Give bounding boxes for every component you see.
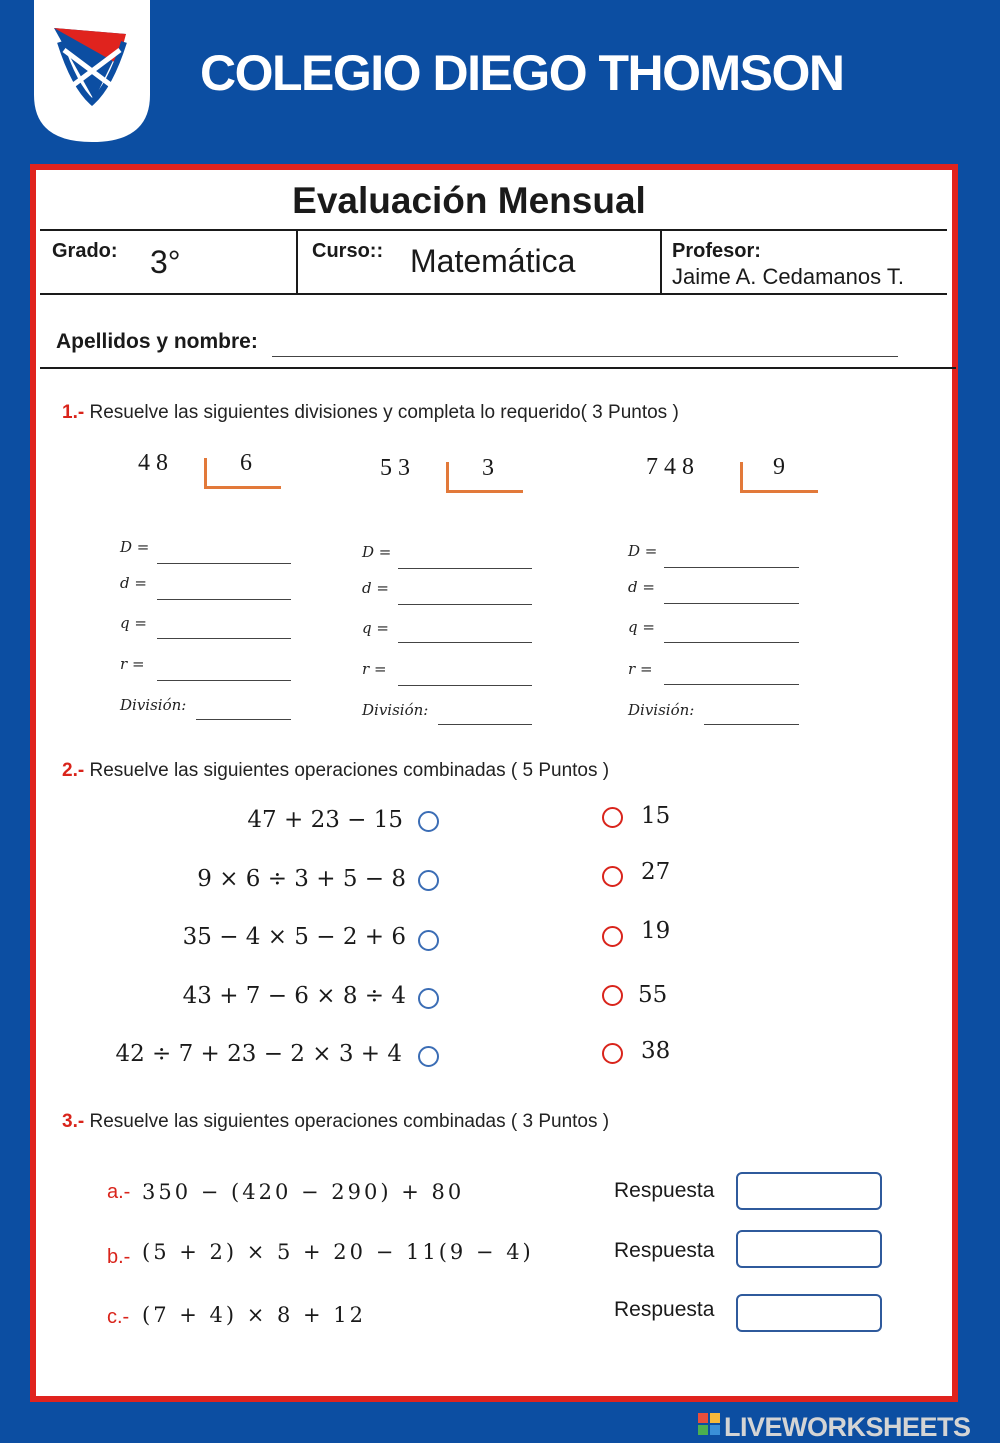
q1-text: Resuelve las siguientes divisiones y completa lo requerido( 3 Puntos ) <box>89 402 679 423</box>
curso-label: Curso:: <box>312 240 384 262</box>
q2-answer-2: 27 <box>641 859 671 885</box>
q3-item-a-expression: 350 − (420 − 290) + 80 <box>142 1180 465 1204</box>
division-3-q-input[interactable] <box>664 624 799 643</box>
info-table-divider-1 <box>296 229 298 295</box>
q3-item-c-expression: (7 + 4) × 8 + 12 <box>142 1303 367 1327</box>
curso-value: Matemática <box>410 243 576 279</box>
q2-answer-3-match-point[interactable] <box>602 926 623 947</box>
q2-expression-3-match-point[interactable] <box>418 930 439 951</box>
q2-expression-5-match-point[interactable] <box>418 1046 439 1067</box>
field-d-label: d = <box>628 578 655 596</box>
q2-expression-2-match-point[interactable] <box>418 870 439 891</box>
field-r-label: r = <box>628 660 653 678</box>
q3-item-a-answer-input[interactable] <box>736 1172 882 1210</box>
field-division-label: División: <box>120 696 187 714</box>
field-r-label: r = <box>120 655 145 673</box>
division-1-expression-input[interactable] <box>196 701 291 720</box>
division-1-d-input[interactable] <box>157 581 291 600</box>
q2-expression-4: 43 + 7 − 6 × 8 ÷ 4 <box>182 983 406 1009</box>
q3-item-a-label: a.- <box>107 1181 131 1203</box>
field-D-label: D = <box>362 543 392 561</box>
field-r-label: r = <box>362 660 387 678</box>
q2-expression-2: 9 × 6 ÷ 3 + 5 − 8 <box>197 866 406 892</box>
q2-answer-4-match-point[interactable] <box>602 985 623 1006</box>
q2-answer-5-match-point[interactable] <box>602 1043 623 1064</box>
division-2-dividend: 53 <box>380 455 416 481</box>
q3-item-c-answer-input[interactable] <box>736 1294 882 1332</box>
profesor-label: Profesor: <box>672 240 761 262</box>
q2-heading <box>62 760 609 782</box>
field-division-label: División: <box>362 701 429 719</box>
q3-item-b-label: b.- <box>107 1246 131 1268</box>
name-label: Apellidos y nombre: <box>56 330 258 353</box>
field-d-label: d = <box>362 579 389 597</box>
field-D-label: D = <box>120 538 150 556</box>
q3-item-a-answer-label: Respuesta <box>614 1179 715 1202</box>
division-1-dividend: 48 <box>138 450 174 476</box>
division-1-divisor: 6 <box>240 450 258 476</box>
name-section-rule <box>40 367 956 369</box>
info-table-divider-2 <box>660 229 662 295</box>
q2-expression-5: 42 ÷ 7 + 23 − 2 × 3 + 4 <box>115 1041 402 1067</box>
q1-heading <box>62 402 679 424</box>
school-shield-logo <box>34 0 150 142</box>
division-3-r-input[interactable] <box>664 666 799 685</box>
division-3-D-input[interactable] <box>664 549 799 568</box>
field-d-label: d = <box>120 574 147 592</box>
division-1-D-input[interactable] <box>157 545 291 564</box>
info-table-bottom-rule <box>40 293 947 295</box>
field-q-label: q = <box>120 614 147 632</box>
profesor-value: Jaime A. Cedamanos T. <box>672 264 904 289</box>
field-division-label: División: <box>628 701 695 719</box>
student-name-input[interactable] <box>272 326 898 357</box>
division-2-q-input[interactable] <box>398 624 532 643</box>
division-3-d-input[interactable] <box>664 585 799 604</box>
division-3-divisor: 9 <box>773 454 791 480</box>
q3-item-b-expression: (5 + 2) × 5 + 20 − 11(9 − 4) <box>142 1240 534 1264</box>
q2-expression-1: 47 + 23 − 15 <box>247 807 403 833</box>
q2-number: 2.- <box>62 760 85 781</box>
liveworksheets-logo-icon <box>698 1413 720 1435</box>
division-2-r-input[interactable] <box>398 667 532 686</box>
q2-answer-1: 15 <box>641 803 671 829</box>
grado-value: 3° <box>150 244 181 280</box>
division-1-r-input[interactable] <box>157 662 291 681</box>
q2-answer-3: 19 <box>641 918 671 944</box>
q3-item-b-answer-label: Respuesta <box>614 1239 715 1262</box>
q3-item-b-answer-input[interactable] <box>736 1230 882 1268</box>
division-3-expression-input[interactable] <box>704 706 799 725</box>
field-D-label: D = <box>628 542 658 560</box>
q3-text: Resuelve las siguientes operaciones combinadas ( 3 Puntos ) <box>89 1111 610 1132</box>
q2-text: Resuelve las siguientes operaciones combinadas ( 5 Puntos ) <box>89 760 610 781</box>
field-q-label: q = <box>362 619 389 637</box>
exam-title: Evaluación Mensual <box>292 180 646 221</box>
division-2-D-input[interactable] <box>398 550 532 569</box>
q2-answer-5: 38 <box>641 1038 671 1064</box>
grado-label: Grado: <box>52 240 118 262</box>
division-2-divisor: 3 <box>482 455 500 481</box>
q3-heading <box>62 1111 609 1133</box>
q3-number: 3.- <box>62 1111 85 1132</box>
field-q-label: q = <box>628 618 655 636</box>
division-2-expression-input[interactable] <box>438 706 532 725</box>
q3-item-c-answer-label: Respuesta <box>614 1298 715 1321</box>
q2-expression-1-match-point[interactable] <box>418 811 439 832</box>
q2-expression-4-match-point[interactable] <box>418 988 439 1009</box>
division-3-dividend: 748 <box>646 454 700 480</box>
q3-item-c-label: c.- <box>107 1306 130 1328</box>
division-2-d-input[interactable] <box>398 586 532 605</box>
info-table-top-rule <box>40 229 947 231</box>
q2-answer-2-match-point[interactable] <box>602 866 623 887</box>
liveworksheets-watermark: LIVEWORKSHEETS <box>724 1412 971 1442</box>
division-1-q-input[interactable] <box>157 620 291 639</box>
school-name: COLEGIO DIEGO THOMSON <box>200 45 844 101</box>
q2-answer-4: 55 <box>638 982 668 1008</box>
q1-number: 1.- <box>62 402 85 423</box>
q2-answer-1-match-point[interactable] <box>602 807 623 828</box>
q2-expression-3: 35 − 4 × 5 − 2 + 6 <box>182 924 406 950</box>
